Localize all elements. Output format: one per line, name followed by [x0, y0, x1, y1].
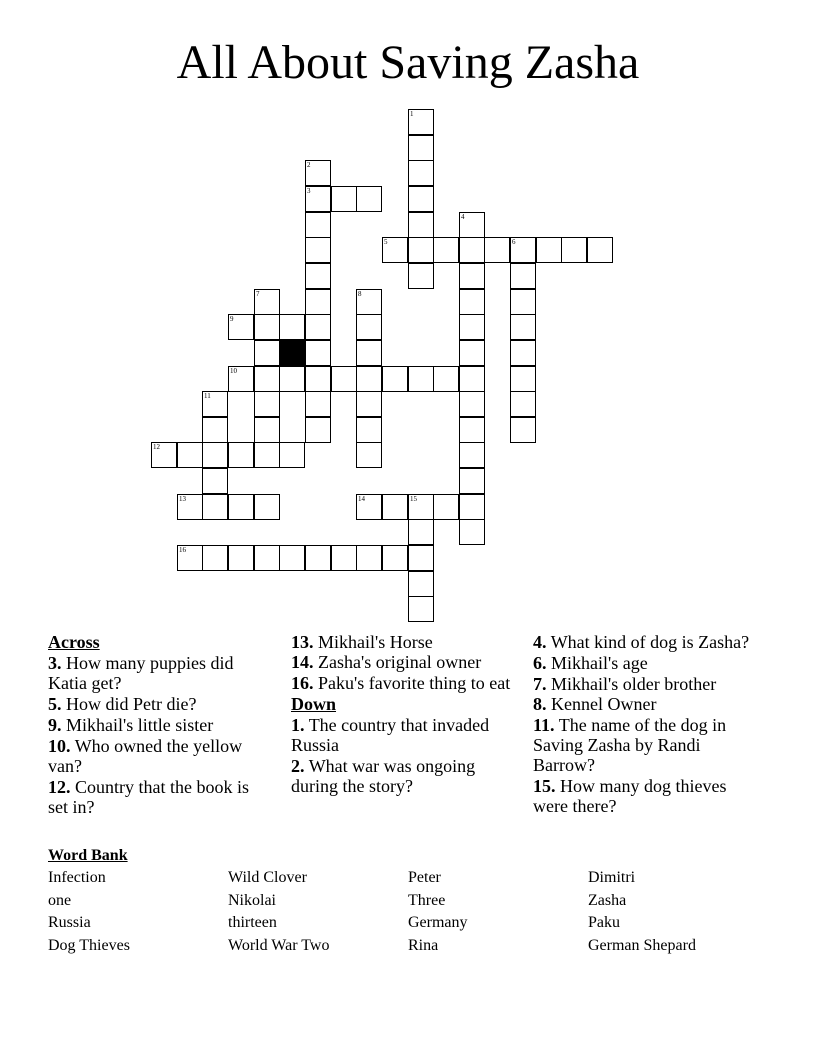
grid-cell[interactable]	[459, 494, 485, 520]
grid-cell[interactable]	[408, 160, 434, 186]
grid-cell[interactable]	[408, 186, 434, 212]
clue-down-1: 1. The country that invaded Russia	[291, 715, 490, 755]
grid-cell[interactable]	[356, 494, 382, 520]
grid-cell[interactable]	[254, 391, 280, 417]
grid-cell[interactable]	[382, 237, 408, 263]
grid-cell[interactable]	[408, 212, 434, 238]
clue-number: 11	[204, 392, 211, 400]
clue-number: 8	[358, 290, 362, 298]
grid-cell[interactable]	[408, 596, 434, 622]
clue-across-14: 14. Zasha's original owner	[291, 652, 482, 672]
grid-cell[interactable]	[254, 314, 280, 340]
clues-column-2	[291, 631, 516, 797]
grid-cell[interactable]	[433, 494, 459, 520]
clue-down-2: 2. What war was ongoing during the story?	[291, 756, 476, 796]
grid-cell[interactable]	[408, 519, 434, 545]
grid-cell[interactable]	[459, 468, 485, 494]
grid-cell[interactable]	[459, 366, 485, 392]
clue-down-4: 4. What kind of dog is Zasha?	[533, 632, 750, 652]
grid-cell[interactable]	[587, 237, 613, 263]
grid-cell[interactable]	[305, 340, 331, 366]
grid-cell[interactable]	[356, 545, 382, 571]
grid-cell[interactable]	[356, 340, 382, 366]
grid-cell[interactable]	[510, 237, 536, 263]
word-bank-item: German Shepard	[588, 937, 696, 954]
grid-cell[interactable]	[459, 314, 485, 340]
grid-cell[interactable]	[459, 417, 485, 443]
grid-cell[interactable]	[279, 314, 305, 340]
clue-down-8: 8. Kennel Owner	[533, 694, 657, 714]
grid-cell[interactable]	[459, 237, 485, 263]
grid-cell[interactable]	[305, 417, 331, 443]
grid-cell[interactable]	[202, 442, 228, 468]
grid-cell[interactable]	[254, 289, 280, 315]
grid-cell[interactable]	[331, 545, 357, 571]
grid-cell[interactable]	[202, 468, 228, 494]
grid-cell[interactable]	[254, 545, 280, 571]
grid-cell[interactable]	[177, 545, 203, 571]
grid-cell[interactable]	[510, 289, 536, 315]
grid-cell[interactable]	[382, 366, 408, 392]
word-bank-item: Dog Thieves	[48, 937, 130, 954]
word-bank-item: Nikolai	[228, 892, 276, 909]
grid-cell[interactable]	[305, 212, 331, 238]
clue-across-12: 12. Country that the book is set in?	[48, 777, 249, 817]
grid-cell[interactable]	[459, 340, 485, 366]
grid-cell[interactable]	[305, 237, 331, 263]
grid-cell[interactable]	[177, 494, 203, 520]
word-bank-item: World War Two	[228, 937, 330, 954]
black-square	[279, 340, 305, 366]
grid-cell[interactable]	[279, 545, 305, 571]
grid-cell[interactable]	[459, 442, 485, 468]
grid-cell[interactable]	[356, 391, 382, 417]
clue-down-15: 15. How many dog thieves were there?	[533, 776, 727, 816]
grid-cell[interactable]	[228, 314, 254, 340]
grid-cell[interactable]	[510, 391, 536, 417]
clue-number: 15	[410, 495, 417, 503]
clue-across-3: 3. How many puppies did Katia get?	[48, 653, 234, 693]
grid-cell[interactable]	[382, 494, 408, 520]
grid-cell[interactable]	[561, 237, 587, 263]
grid-cell[interactable]	[408, 571, 434, 597]
clue-down-11: 11. The name of the dog in Saving Zasha by Randi Barrow?	[533, 715, 727, 775]
grid-cell[interactable]	[408, 263, 434, 289]
grid-cell[interactable]	[408, 237, 434, 263]
word-bank-item: one	[48, 892, 72, 909]
grid-cell[interactable]	[356, 366, 382, 392]
clue-number: 9	[230, 315, 234, 323]
clues-column-1	[48, 631, 273, 818]
clue-number: 4	[461, 213, 465, 221]
grid-cell[interactable]	[356, 314, 382, 340]
word-bank-item: Russia	[48, 914, 91, 931]
grid-cell[interactable]	[459, 391, 485, 417]
grid-cell[interactable]	[305, 186, 331, 212]
clue-across-5: 5. How did Petr die?	[48, 694, 197, 714]
grid-cell[interactable]	[151, 442, 177, 468]
grid-cell[interactable]	[536, 237, 562, 263]
grid-cell[interactable]	[254, 340, 280, 366]
grid-cell[interactable]	[228, 545, 254, 571]
grid-cell[interactable]	[459, 263, 485, 289]
word-bank-item: Infection	[48, 869, 106, 886]
grid-cell[interactable]	[202, 545, 228, 571]
grid-cell[interactable]	[279, 442, 305, 468]
grid-cell[interactable]	[305, 314, 331, 340]
clue-across-10: 10. Who owned the yellow van?	[48, 736, 243, 776]
grid-cell[interactable]	[305, 263, 331, 289]
clue-across-9: 9. Mikhail's little sister	[48, 715, 214, 735]
grid-cell[interactable]	[356, 186, 382, 212]
grid-cell[interactable]	[510, 366, 536, 392]
clue-number: 2	[307, 161, 311, 169]
grid-cell[interactable]	[254, 494, 280, 520]
word-bank-item: Peter	[408, 869, 441, 886]
grid-cell[interactable]	[510, 340, 536, 366]
grid-cell[interactable]	[228, 366, 254, 392]
grid-cell[interactable]	[305, 391, 331, 417]
grid-cell[interactable]	[331, 186, 357, 212]
grid-cell[interactable]	[228, 494, 254, 520]
grid-cell[interactable]	[408, 545, 434, 571]
grid-cell[interactable]	[331, 366, 357, 392]
grid-cell[interactable]	[305, 160, 331, 186]
grid-cell[interactable]	[433, 366, 459, 392]
clue-number: 16	[179, 546, 186, 554]
grid-cell[interactable]	[459, 212, 485, 238]
clue-down-7: 7. Mikhail's older brother	[533, 674, 717, 694]
clue-number: 1	[410, 110, 414, 118]
grid-cell[interactable]	[356, 417, 382, 443]
grid-cell[interactable]	[202, 494, 228, 520]
clue-across-13: 13. Mikhail's Horse	[291, 632, 433, 652]
grid-cell[interactable]	[228, 442, 254, 468]
clues-column-3	[533, 631, 758, 817]
grid-cell[interactable]	[510, 263, 536, 289]
grid-cell[interactable]	[254, 417, 280, 443]
word-bank-item: Rina	[408, 937, 439, 954]
grid-cell[interactable]	[305, 545, 331, 571]
word-bank-title: Word Bank	[48, 847, 128, 864]
grid-cell[interactable]	[408, 135, 434, 161]
word-bank-item: Three	[408, 892, 446, 909]
puzzle-title: All About Saving Zasha	[176, 36, 640, 89]
clue-number: 3	[307, 187, 311, 195]
across-header: Across	[48, 632, 100, 652]
grid-cell[interactable]	[510, 314, 536, 340]
clue-number: 7	[256, 290, 260, 298]
grid-cell[interactable]	[202, 417, 228, 443]
clue-number: 12	[153, 443, 160, 451]
grid-cell[interactable]	[356, 289, 382, 315]
grid-cell[interactable]	[459, 519, 485, 545]
word-bank-item: Wild Clover	[228, 869, 307, 886]
grid-cell[interactable]	[177, 442, 203, 468]
grid-cell[interactable]	[356, 442, 382, 468]
grid-cell[interactable]	[408, 366, 434, 392]
down-header: Down	[291, 694, 337, 714]
grid-cell[interactable]	[484, 237, 510, 263]
grid-cell[interactable]	[382, 545, 408, 571]
clue-across-16: 16. Paku's favorite thing to eat	[291, 673, 511, 693]
clue-number: 13	[179, 495, 186, 503]
grid-cell[interactable]	[459, 289, 485, 315]
grid-cell[interactable]	[510, 417, 536, 443]
clue-number: 14	[358, 495, 365, 503]
word-bank-item: Paku	[588, 914, 620, 931]
grid-cell[interactable]	[305, 289, 331, 315]
clue-number: 10	[230, 367, 237, 375]
grid-cell[interactable]	[254, 442, 280, 468]
clue-down-6: 6. Mikhail's age	[533, 653, 648, 673]
grid-cell[interactable]	[202, 391, 228, 417]
grid-cell[interactable]	[279, 366, 305, 392]
grid-cell[interactable]	[305, 366, 331, 392]
grid-cell[interactable]	[408, 109, 434, 135]
word-bank-item: Dimitri	[588, 869, 636, 886]
word-bank-item: thirteen	[228, 914, 277, 931]
grid-cell[interactable]	[408, 494, 434, 520]
grid-cell[interactable]	[433, 237, 459, 263]
clue-number: 5	[384, 238, 388, 246]
grid-cell[interactable]	[254, 366, 280, 392]
word-bank-item: Zasha	[588, 892, 627, 909]
word-bank-item: Germany	[408, 914, 468, 931]
clue-number: 6	[512, 238, 516, 246]
